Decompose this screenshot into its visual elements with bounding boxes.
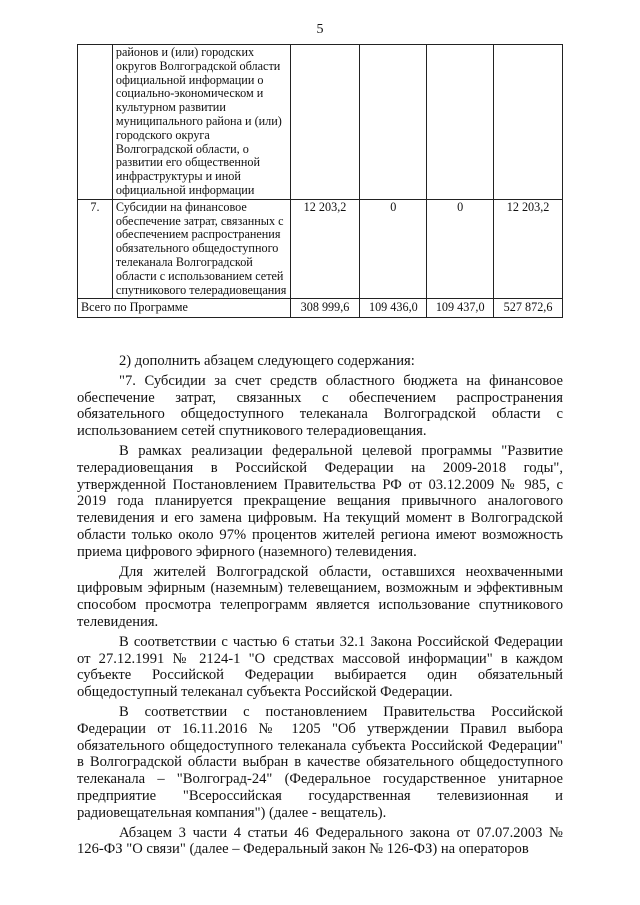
row-value-4	[494, 45, 563, 200]
total-row	[78, 299, 563, 318]
total-value-3: 109 437,0	[427, 299, 494, 318]
row-number: 7.	[78, 199, 113, 299]
program-table	[77, 44, 563, 318]
total-value-4: 527 872,6	[494, 299, 563, 318]
body-text	[77, 353, 563, 861]
row-name: Субсидии на финансовое обеспечение затрат, связанных с обеспечением распространения обязательного общедоступного телеканала Волгоградской области с использованием сетей спутникового телерадиовещания	[112, 199, 290, 299]
paragraph: Для жителей Волгоградской области, оставшихся неохваченными цифровым эфирным (наземным) телевещанием, возможным и эффективным способом просмотра телепрограмм является использование спутникового телевидения.	[77, 563, 563, 630]
paragraph: Абзацем 3 части 4 статьи 46 Федерального закона от 07.07.2003 № 126-ФЗ "О связи" (далее – Федеральный закон № 126-ФЗ) на операторов	[77, 824, 563, 858]
row-value-4: 12 203,2	[494, 199, 563, 299]
paragraph: В рамках реализации федеральной целевой программы "Развитие телерадиовещания в Российской Федерации на 2009-2018 годы", утвержденной Постановлением Правительства РФ от 03.12.2009 № 985, с 2019 года планируется прекращение вещания привычного аналогового телевидения и его замена цифровым. На текущий момент в Волгоградской области только около 97% процентов жителей региона имеют возможность приема цифрового эфирного (наземного) телевидения.	[77, 442, 563, 560]
row-number	[78, 45, 113, 200]
row-value-3	[427, 45, 494, 200]
row-name: районов и (или) городских округов Волгоградской области официальной информации о социально-экономическом и культурном развитии муниципального района и (или) городского округа Волгоградской области, о развитии его общественной инфраструктуры и иной официальной информации	[112, 45, 290, 200]
paragraph: 2) дополнить абзацем следующего содержания:	[119, 353, 415, 369]
total-label: Всего по Программе	[78, 299, 291, 318]
page-number: 5	[316, 22, 324, 37]
row-value-1	[290, 45, 360, 200]
paragraph: В соответствии с частью 6 статьи 32.1 Закона Российской Федерации от 27.12.1991 № 2124-1 "О средствах массовой информации" в каждом субъекте Российской Федерации выбирается один обязательный общедоступный телеканал субъекта Российской Федерации.	[77, 633, 563, 701]
table-row	[78, 45, 563, 200]
total-value-2: 109 436,0	[360, 299, 427, 318]
paragraph: "7. Субсидии за счет средств областного бюджета на финансовое обеспечение затрат, связанных с обеспечением распространения обязательного общедоступного телеканала Волгоградской области с использованием сетей спутникового телерадиовещания.	[77, 372, 563, 440]
row-value-2	[360, 45, 427, 200]
row-value-2: 0	[360, 199, 427, 299]
table-row	[78, 199, 563, 299]
total-value-1: 308 999,6	[290, 299, 360, 318]
paragraph: В соответствии с постановлением Правительства Российской Федерации от 16.11.2016 № 1205 "Об утверждении Правил выбора обязательного общедоступного телеканала субъекта Российской Федерации" в Волгоградской области выбран в качестве обязательного общедоступного телеканала – "Волгоград-24" (Федеральное государственное унитарное предприятие "Всероссийская государственная телевизионная и радиовещательная компания") (далее - вещатель).	[77, 703, 563, 821]
row-value-3: 0	[427, 199, 494, 299]
row-value-1: 12 203,2	[290, 199, 360, 299]
